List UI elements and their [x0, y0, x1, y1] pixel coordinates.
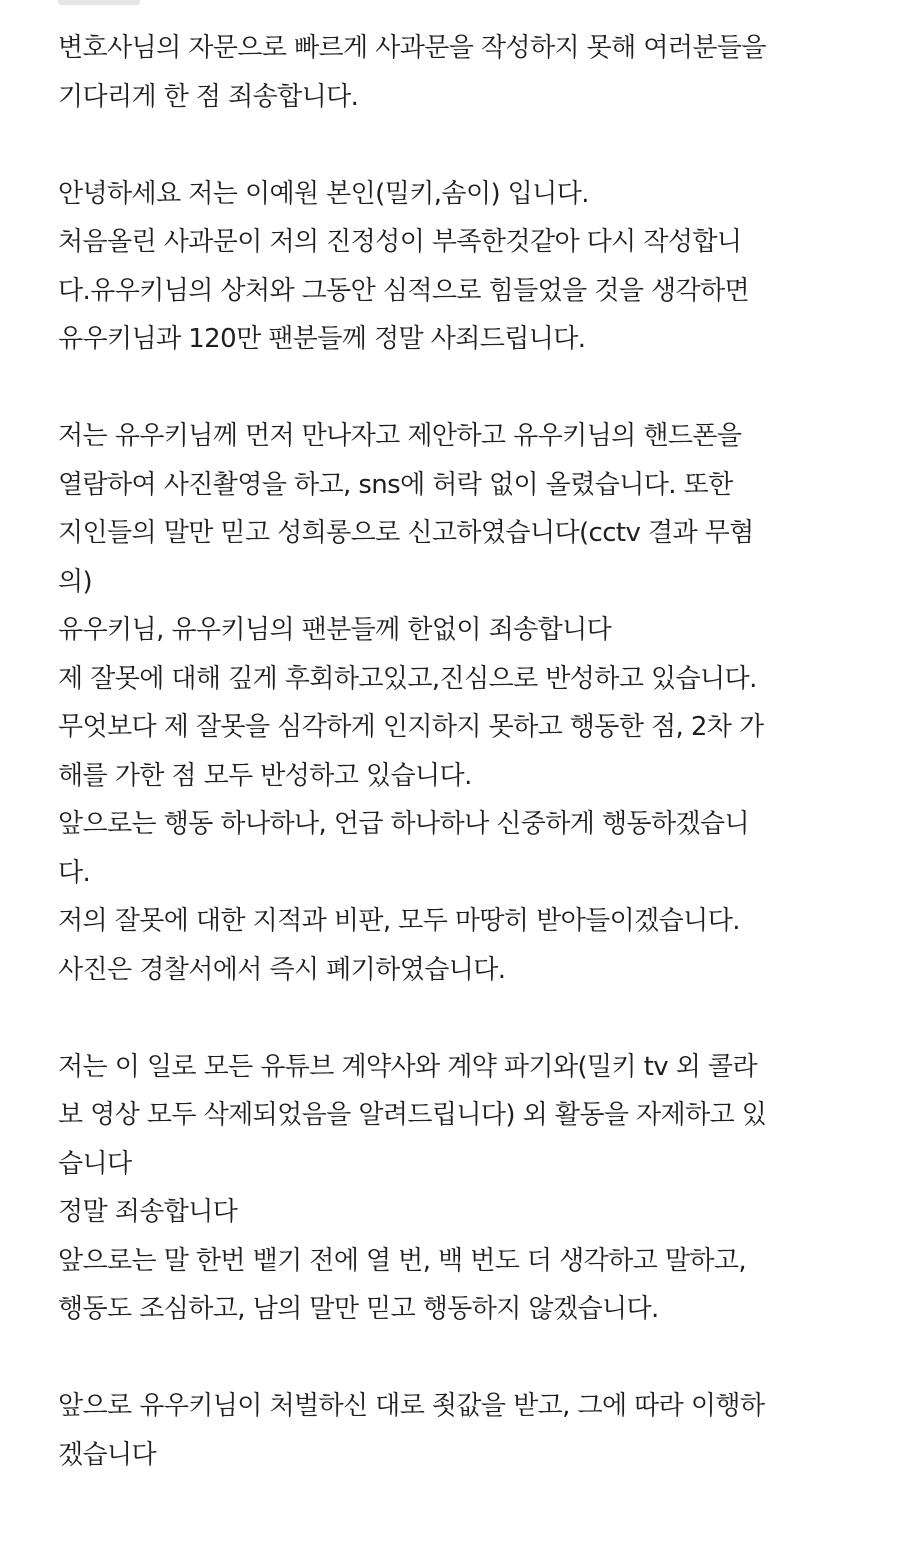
- paragraph-gap: [58, 994, 858, 1043]
- paragraph: [58, 24, 858, 121]
- text-line: 제 잘못에 대해 깊게 후회하고있고,진심으로 반성하고 있습니다.: [58, 663, 757, 694]
- text-line: 변호사님의 자문으로 빠르게 사과문을 작성하지 못해 여러분들을: [58, 33, 766, 63]
- text-line: 저는 유우키님께 먼저 만나자고 제안하고 유우키님의 핸드폰을: [58, 421, 742, 451]
- paragraph: [58, 412, 858, 994]
- text-line: 다.유우키님의 상처와 그동안 심적으로 힘들었을 것을 생각하면: [58, 275, 750, 306]
- paragraph-gap: [58, 1334, 858, 1383]
- text-line: 의): [58, 566, 93, 597]
- text-line: 유우키님, 유우키님의 팬분들께 한없이 죄송합니다: [58, 615, 612, 645]
- text-line: 저의 잘못에 대한 지적과 비판, 모두 마땅히 받아들이겠습니다.: [58, 906, 740, 936]
- text-line: 앞으로는 행동 하나하나, 언급 하나하나 신중하게 행동하겠습니: [58, 809, 750, 839]
- paragraph: [58, 1382, 858, 1479]
- text-line: 겠습니다: [58, 1439, 157, 1470]
- text-line: 무엇보다 제 잘못을 심각하게 인지하지 못하고 행동한 점, 2차 가: [58, 712, 764, 742]
- paragraph-gap: [58, 364, 858, 413]
- text-line: 처음올린 사과문이 저의 진정성이 부족한것같아 다시 작성합니: [58, 227, 742, 257]
- top-divider-bar: [58, 0, 140, 5]
- text-line: 앞으로는 말 한번 뱉기 전에 열 번, 백 번도 더 생각하고 말하고,: [58, 1245, 747, 1276]
- text-line: 사진은 경찰서에서 즉시 폐기하였습니다.: [58, 954, 506, 985]
- paragraph: [58, 170, 858, 364]
- post-body: [58, 24, 858, 1479]
- text-line: 유우키님과 120만 팬분들께 정말 사죄드립니다.: [58, 324, 586, 354]
- paragraph: [58, 1043, 858, 1334]
- text-line: 앞으로 유우키님이 처벌하신 대로 죗값을 받고, 그에 따라 이행하: [58, 1391, 765, 1421]
- text-line: 기다리게 한 점 죄송합니다.: [58, 81, 359, 112]
- text-line: 보 영상 모두 삭제되었음을 알려드립니다) 외 활동을 자제하고 있: [58, 1100, 767, 1130]
- text-line: 안녕하세요 저는 이예원 본인(밀키,솜이) 입니다.: [58, 178, 589, 209]
- text-line: 저는 이 일로 모든 유튜브 계약사와 계약 파기와(밀키 tv 외 콜라: [58, 1051, 757, 1082]
- text-line: 정말 죄송합니다: [58, 1197, 238, 1227]
- paragraph-gap: [58, 121, 858, 170]
- text-line: 열람하여 사진촬영을 하고, sns에 허락 없이 올렸습니다. 또한: [58, 469, 733, 500]
- text-line: 행동도 조심하고, 남의 말만 믿고 행동하지 않겠습니다.: [58, 1294, 659, 1324]
- text-line: 해를 가한 점 모두 반성하고 있습니다.: [58, 760, 472, 791]
- text-line: 다.: [58, 857, 91, 888]
- text-line: 지인들의 말만 믿고 성희롱으로 신고하였습니다(cctv 결과 무혐: [58, 518, 754, 548]
- text-line: 습니다: [58, 1148, 132, 1179]
